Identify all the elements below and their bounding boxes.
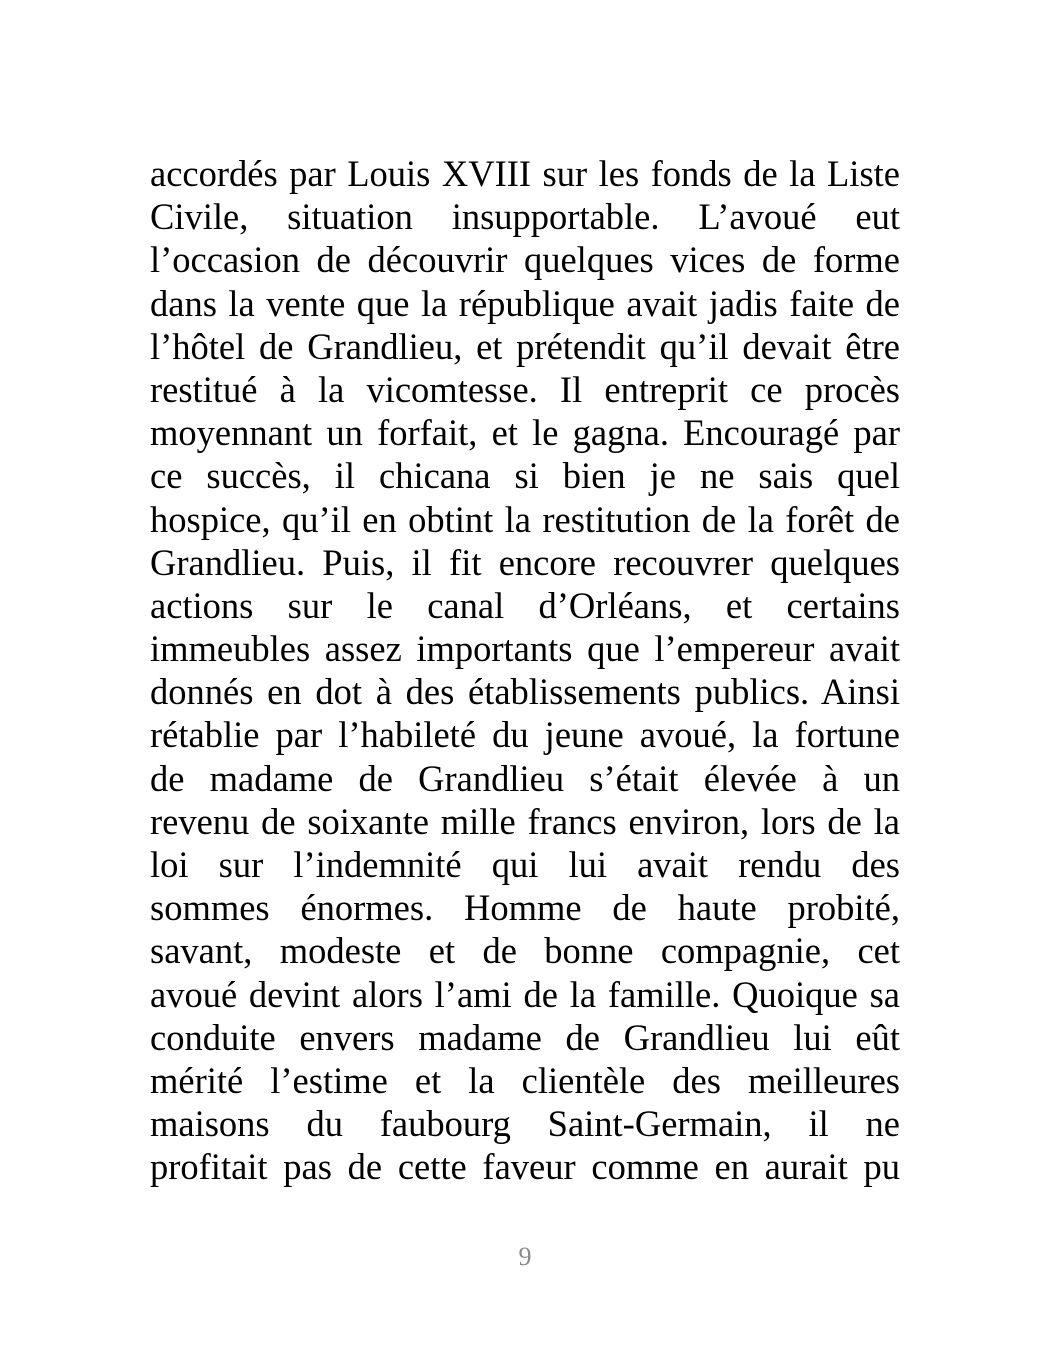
text-line: savant, modeste et de bonne compagnie, cet: [150, 930, 900, 972]
text-line: l’hôtel de Grandlieu, et prétendit qu’il devait être: [150, 325, 900, 367]
text-line: accordés par Louis XVIII sur les fonds de la Liste: [150, 153, 900, 194]
text-line: conduite envers madame de Grandlieu lui eût: [150, 1016, 900, 1058]
text-line: donnés en dot à des établissements publics. Ainsi: [150, 671, 900, 713]
text-line: sommes énormes. Homme de haute probité,: [150, 887, 900, 929]
text-line: dans la vente que la république avait jadis faite de: [150, 282, 900, 324]
text-line: immeubles assez importants que l’empereur avait: [150, 628, 900, 670]
text-line: l’occasion de découvrir quelques vices de forme: [150, 239, 900, 281]
body-text: [150, 152, 900, 1189]
text-line: de madame de Grandlieu s’était élevée à un: [150, 757, 900, 799]
text-line: restitué à la vicomtesse. Il entreprit ce procès: [150, 368, 900, 410]
text-line: loi sur l’indemnité qui lui avait rendu des: [150, 844, 900, 885]
text-line: moyennant un forfait, et le gagna. Encouragé par: [150, 412, 900, 454]
text-line: maisons du faubourg Saint-Germain, il ne: [150, 1103, 900, 1145]
text-line: profitait pas de cette faveur comme en aurait pu: [150, 1146, 900, 1188]
text-line: hospice, qu’il en obtint la restitution de la forêt de: [150, 498, 900, 540]
text-line: actions sur le canal d’Orléans, et certains: [150, 584, 900, 626]
text-line: rétablie par l’habileté du jeune avoué, la fortune: [150, 714, 900, 756]
text-line: ce succès, il chicana si bien je ne sais quel: [150, 455, 900, 497]
text-line: mérité l’estime et la clientèle des meilleures: [150, 1059, 900, 1101]
text-line: Civile, situation insupportable. L’avoué eut: [150, 196, 900, 238]
text-line: Grandlieu. Puis, il fit encore recouvrer quelques: [150, 541, 900, 583]
text-line: avoué devint alors l’ami de la famille. Quoique sa: [150, 973, 900, 1015]
page-number: 9: [518, 1242, 532, 1271]
text-line: revenu de soixante mille francs environ, lors de la: [150, 800, 900, 842]
